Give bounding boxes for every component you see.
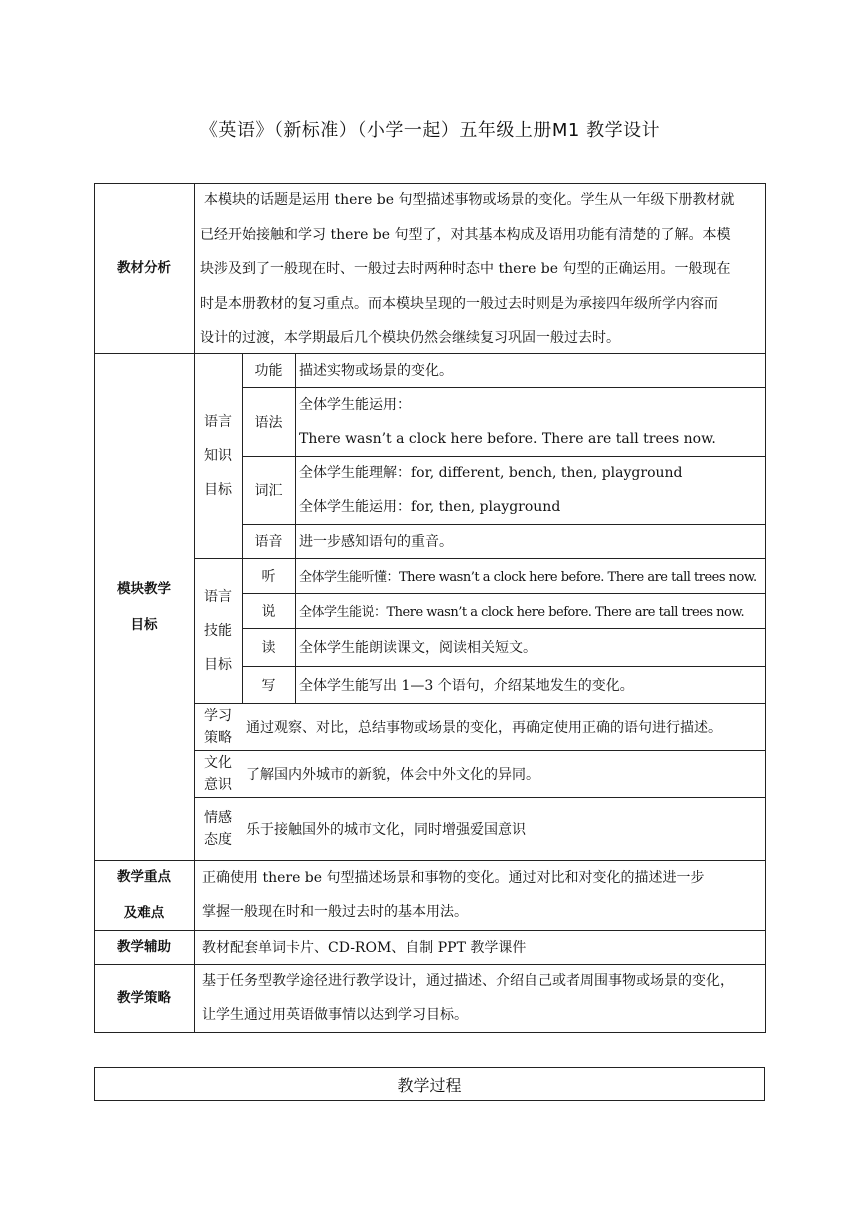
language-skills-label: 语言 技能 目标: [204, 588, 232, 673]
material-analysis-text: 本模块的话题是运用 there be 句型描述事物或场景的变化。学生从一年级下册教材就 已经开始接触和学习 there be 句型了，对其基本构成及语用功能有清楚的了解。本模 块涉及到了一般现在时、一般过去时两种时态中 there be 句型的正确运用。一般现在 时是本册教材的复习重点。而本模块呈现的一般过去时则是为承接四年级所学内容而 设计的过渡，本学期最后几个模块仍然会继续复习巩固一般过去时。: [200, 192, 735, 346]
listening-label: 听: [261, 568, 276, 585]
document-title: 《英语》（新标准）（小学一起）五年级上册M1 教学设计: [199, 120, 661, 141]
teaching-aids-header: 教学辅助: [117, 939, 171, 955]
language-knowledge-label: 语言 知识 目标: [204, 413, 232, 498]
listening-text: 全体学生能听懂：There wasn’t a clock here before. There are tall trees now.: [299, 570, 757, 585]
key-points-header: 教学重点 及难点: [117, 869, 171, 921]
pronunciation-text: 进一步感知语句的重音。: [299, 534, 453, 550]
reading-text: 全体学生能朗读课文，阅读相关短文。: [299, 640, 537, 656]
writing-label: 写: [261, 677, 276, 694]
speaking-text: 全体学生能说：There wasn’t a clock here before. There are tall trees now.: [299, 605, 745, 620]
learning-strategy-label: 学习 策略: [204, 707, 232, 746]
teaching-goals-header: 模块教学 目标: [117, 580, 171, 633]
function-label: 功能: [254, 363, 283, 379]
vocabulary-label: 词汇: [254, 483, 283, 499]
key-points-text: 正确使用 there be 句型描述场景和事物的变化。通过对比和对变化的描述进一步 掌握一般现在时和一般过去时的基本用法。: [202, 870, 705, 920]
teaching-aids-text: 教材配套单词卡片、CD-ROM、自制 PPT 教学课件: [202, 940, 527, 956]
pronunciation-label: 语音: [254, 534, 283, 550]
emotional-attitude-text: 乐于接触国外的城市文化，同时增强爱国意识: [246, 821, 526, 838]
teaching-strategy-text: 基于任务型教学途径进行教学设计，通过描述、介绍自己或者周围事物或场景的变化， 让学生通过用英语做事情以达到学习目标。: [202, 973, 734, 1023]
speaking-label: 说: [261, 603, 276, 620]
emotional-attitude-label: 情感 态度: [204, 809, 232, 848]
reading-label: 读: [261, 640, 276, 656]
function-text: 描述实物或场景的变化。: [299, 363, 453, 379]
cultural-awareness-label: 文化 意识: [204, 754, 232, 793]
teaching-strategy-header: 教学策略: [117, 990, 171, 1006]
grammar-text: 全体学生能运用： There wasn’t a clock here before. There are tall trees now.: [299, 396, 716, 447]
teaching-process-heading: 教学过程: [94, 1067, 765, 1101]
material-analysis-header: 教材分析: [117, 260, 171, 276]
cultural-awareness-text: 了解国内外城市的新貌，体会中外文化的异同。: [246, 766, 540, 783]
writing-text: 全体学生能写出 1—3 个语句，介绍某地发生的变化。: [299, 677, 634, 694]
grammar-label: 语法: [254, 414, 283, 431]
learning-strategy-text: 通过观察、对比，总结事物或场景的变化，再确定使用正确的语句进行描述。: [246, 719, 722, 736]
vocabulary-text: 全体学生能理解：for, different, bench, then, playground 全体学生能运用：for, then, playground: [299, 465, 683, 515]
